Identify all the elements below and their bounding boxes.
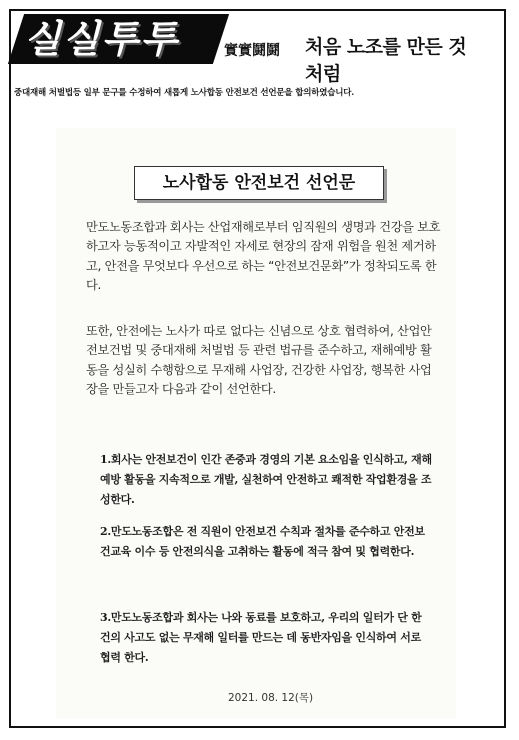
declaration-paragraph-1: 만도노동조합과 회사는 산업재해로부터 임직원의 생명과 건강을 보호하고자 능동적이고 자발적인 자세로 현장의 잠재 위험을 원천 제거하고, 안전을 무엇보다 우선으로 하는 “안전보건문화”가 정착되도록 한다.: [86, 220, 441, 293]
declaration-item-1: 1.회사는 안전보건이 인간 존중과 경영의 기본 요소임을 인식하고, 재해예방 활동을 지속적으로 개발, 실천하여 안전하고 쾌적한 작업환경을 조성한다.: [100, 453, 432, 506]
declaration-item-2: 2.만도노동조합은 전 직원이 안전보건 수칙과 절차를 준수하고 안전보건교육 이수 등 안전의식을 고취하는 활동에 적극 참여 및 협력한다.: [100, 525, 425, 558]
declaration-title: 노사합동 안전보건 선언문: [134, 166, 384, 200]
logo: 실실투투: [24, 17, 179, 61]
logo-hanja: 實實鬪鬪: [224, 43, 280, 59]
tagline: 처음 노조를 만든 것 처럼: [305, 36, 467, 85]
declaration-paragraph-2: 또한, 안전에는 노사가 따로 없다는 신념으로 상호 협력하여, 산업안전보건법 및 중대재해 처벌법 등 관련 법규를 준수하고, 재해예방 활동을 성실히 수행함으로 무재해 사업장, 건강한 사업장, 행복한 사업장을 만들고자 다음과 같이 선언한다.: [86, 324, 432, 397]
notice-text: 중대재해 처벌법등 일부 문구를 수정하여 새롭게 노사합동 안전보건 선언문을 합의하였습니다.: [14, 88, 355, 98]
declaration-date: 2021. 08. 12(목): [228, 692, 314, 704]
header: [10, 8, 485, 85]
declaration-item-3: 3.만도노동조합과 회사는 나와 동료를 보호하고, 우리의 일터가 단 한 건의 사고도 없는 무재해 일터를 만드는 데 동반자임을 인식하여 서로 협력 한다.: [100, 611, 422, 664]
